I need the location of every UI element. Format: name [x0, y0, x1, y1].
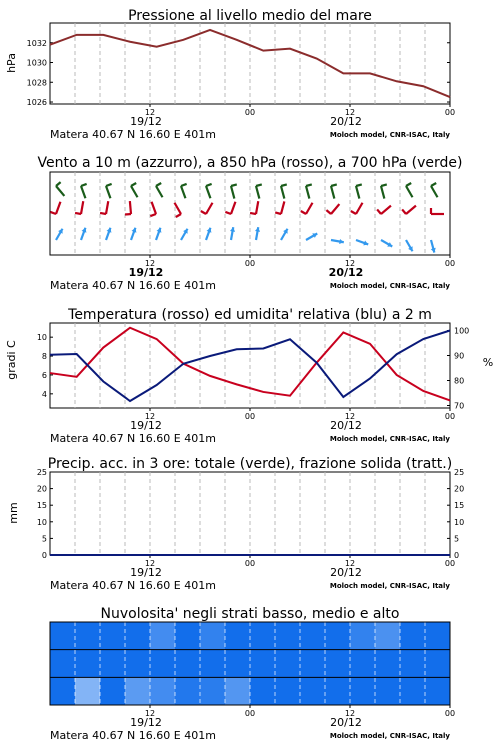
- y-tick-label: 1032: [26, 38, 47, 48]
- y-tick-label-right: 5: [454, 534, 460, 544]
- y-tick-label: 15: [36, 501, 47, 511]
- wind-barb-shaft: [256, 201, 258, 214]
- chart-marks: [27, 23, 470, 742]
- wind-barb-flag: [176, 214, 181, 217]
- date-label: 20/12: [330, 716, 362, 729]
- wind-barb-shaft: [130, 201, 131, 214]
- wind-barb: [331, 184, 337, 198]
- y-tick-label: 5: [41, 534, 47, 544]
- x-tick-label: 12: [144, 412, 156, 421]
- wind-barb-shaft: [106, 201, 108, 214]
- date-label: 19/12: [130, 419, 162, 432]
- cloud-cell: [325, 650, 351, 678]
- cloud-cell: [375, 622, 401, 650]
- wind-barb-shaft: [256, 186, 259, 199]
- wind-barb-flag: [100, 213, 106, 214]
- wind-barb: [326, 204, 339, 214]
- wind-barb: [75, 201, 83, 214]
- cloud-cell: [75, 622, 101, 650]
- wind-barb-shaft: [381, 186, 384, 199]
- y-tick-label: 1030: [26, 58, 47, 68]
- x-tick-label: 00: [244, 709, 256, 718]
- cloud-cell: [200, 677, 226, 705]
- cloud-cell: [125, 650, 151, 678]
- wind-barb: [306, 184, 312, 198]
- cloud-cell: [50, 677, 76, 705]
- x-tick-label: 12: [344, 412, 356, 421]
- wind-barb: [351, 203, 363, 214]
- wind-barb: [231, 184, 237, 198]
- cloud-cell: [225, 677, 251, 705]
- wind-barb-shaft: [56, 202, 60, 214]
- source-label: Moloch model, CNR-ISAC, Italy: [329, 282, 450, 290]
- wind-barb: [100, 201, 108, 214]
- pressure-ylabel: hPa: [5, 53, 18, 73]
- wind-barb: [81, 184, 87, 198]
- wind-barb-shaft: [131, 186, 138, 197]
- x-tick-label: 00: [444, 412, 456, 421]
- location-label: Matera 40.67 N 16.60 E 401m: [50, 128, 216, 141]
- date-label: 20/12: [330, 566, 362, 579]
- cloud-cell: [250, 677, 276, 705]
- cloud-cell: [275, 650, 301, 678]
- wind-barb: [377, 206, 391, 214]
- cloud-cell: [225, 622, 251, 650]
- wind-barb: [131, 228, 136, 240]
- wind-barb-shaft: [231, 202, 235, 214]
- x-tick-label: 12: [344, 259, 356, 268]
- wind-barb-flag: [50, 212, 56, 214]
- cloud-cell: [300, 622, 326, 650]
- cloud-cell: [325, 622, 351, 650]
- wind-barb-shaft: [356, 203, 363, 214]
- cloud-cell: [350, 650, 376, 678]
- wind-barb: [402, 206, 416, 214]
- wind-barb: [56, 182, 64, 196]
- wind-barb-shaft: [406, 186, 413, 197]
- cloud-cell: [100, 677, 126, 705]
- cloud-cell: [375, 650, 401, 678]
- cloud-title: Nuvolosita' negli strati basso, medio e alto: [100, 606, 400, 622]
- cloud-cell: [350, 677, 376, 705]
- wind-barb: [131, 183, 138, 197]
- wind-barb: [406, 240, 413, 251]
- wind-barb: [275, 201, 284, 214]
- wind-title: Vento a 10 m (azzurro), a 850 hPa (rosso), a 700 hPa (verde): [37, 155, 463, 171]
- wind-barb-shaft: [206, 186, 210, 198]
- cloud-cell: [275, 622, 301, 650]
- wind-barb-flag: [156, 183, 161, 186]
- y-tick-label: 10: [36, 333, 47, 343]
- x-tick-label: 00: [444, 559, 456, 568]
- x-tick-label: 12: [144, 259, 156, 268]
- source-label: Moloch model, CNR-ISAC, Italy: [329, 131, 450, 139]
- cloud-cell: [425, 650, 451, 678]
- cloud-cell: [50, 650, 76, 678]
- cloud-cell: [250, 650, 276, 678]
- cloud-cell: [225, 650, 251, 678]
- wind-barb: [50, 202, 60, 214]
- wind-barb-shaft: [306, 186, 309, 199]
- wind-barb-shaft: [331, 186, 334, 199]
- x-tick-label: 00: [244, 412, 256, 421]
- wind-barb-flag: [206, 184, 212, 186]
- wind-barb-flag: [75, 213, 81, 214]
- wind-barb: [306, 233, 317, 240]
- wind-barb-flag: [201, 211, 206, 214]
- wind-barb-flag: [301, 211, 306, 214]
- x-tick-label: 00: [244, 259, 256, 268]
- date-label: 19/12: [130, 716, 162, 729]
- wind-barb-shaft: [431, 186, 438, 197]
- wind-barb: [301, 203, 313, 214]
- precip-ylabel: mm: [7, 502, 20, 524]
- wind-barb: [181, 229, 188, 240]
- wind-barb: [431, 208, 444, 214]
- location-label: Matera 40.67 N 16.60 E 401m: [50, 729, 216, 742]
- y-tick-label: 0: [41, 551, 47, 560]
- cloud-cell: [275, 677, 301, 705]
- y-tick-label-right: 10: [454, 517, 465, 527]
- wind-barb-shaft: [356, 186, 359, 199]
- y-tick-label: 10: [36, 517, 47, 527]
- wind-barb-flag: [56, 182, 61, 186]
- wind-barb: [431, 240, 436, 253]
- wind-barb-flag: [125, 214, 131, 215]
- wind-barb: [106, 228, 111, 240]
- wind-barb-flag: [231, 184, 237, 186]
- location-label: Matera 40.67 N 16.60 E 401m: [50, 432, 216, 445]
- wind-barb-shaft: [281, 201, 284, 214]
- y-tick-label: 25: [36, 468, 47, 477]
- date-label: 19/12: [128, 266, 164, 279]
- x-tick-label: 00: [444, 709, 456, 718]
- date-label: 19/12: [130, 566, 162, 579]
- wind-barb-flag: [281, 184, 287, 186]
- y-tick-label: 8: [41, 352, 47, 362]
- date-label: 19/12: [130, 115, 162, 128]
- x-tick-label: 00: [444, 108, 456, 117]
- wind-barb: [56, 229, 63, 240]
- cloud-cell: [400, 622, 426, 650]
- wind-barb-flag: [150, 214, 156, 216]
- wind-barb-shaft: [81, 186, 85, 198]
- cloud-cell: [150, 622, 176, 650]
- wind-barb: [281, 229, 288, 240]
- wind-barb-flag: [331, 184, 337, 186]
- x-tick-label: 12: [144, 559, 156, 568]
- x-tick-label: 12: [344, 108, 356, 117]
- wind-barb-flag: [402, 209, 406, 214]
- location-label: Matera 40.67 N 16.60 E 401m: [50, 279, 216, 292]
- cloud-cell: [375, 677, 401, 705]
- wind-barb: [125, 201, 131, 214]
- cloud-cell: [400, 677, 426, 705]
- wind-barb: [256, 184, 262, 198]
- wind-barb-shaft: [106, 186, 110, 198]
- wind-barb: [106, 184, 112, 198]
- wind-barb-flag: [377, 209, 381, 214]
- wind-barb: [431, 183, 438, 197]
- wind-barb: [255, 227, 260, 240]
- wind-barb-flag: [306, 184, 312, 186]
- wind-barb: [181, 184, 187, 198]
- wind-barb-flag: [106, 184, 112, 186]
- wind-barb: [81, 228, 86, 240]
- x-tick-label: 12: [144, 108, 156, 117]
- wind-barb-flag: [250, 213, 256, 214]
- wind-barb: [156, 228, 161, 240]
- temp-humidity-title: Temperatura (rosso) ed umidita' relativa (blu) a 2 m: [68, 307, 432, 323]
- wind-barb-flag: [431, 183, 436, 186]
- wind-barb-shaft: [306, 203, 313, 214]
- y-tick-label-right: 90: [454, 351, 465, 361]
- wind-barb: [206, 184, 212, 198]
- y-tick-label-right: 100: [454, 326, 470, 336]
- x-tick-label: 00: [244, 559, 256, 568]
- x-tick-label: 00: [244, 108, 256, 117]
- cloud-cell: [175, 622, 201, 650]
- wind-barb: [281, 184, 287, 198]
- wind-barb-shaft: [81, 201, 83, 214]
- wind-barb-flag: [326, 210, 331, 214]
- cloud-cell: [350, 622, 376, 650]
- date-label: 20/12: [328, 266, 364, 279]
- wind-barb: [156, 183, 163, 197]
- cloud-cell: [100, 650, 126, 678]
- wind-barb: [381, 184, 387, 198]
- wind-barb-shaft: [281, 186, 284, 199]
- cloud-cell: [175, 677, 201, 705]
- cloud-cell: [200, 622, 226, 650]
- cloud-cell: [100, 622, 126, 650]
- y-tick-label-right: 20: [454, 484, 465, 494]
- wind-barb-shaft: [231, 186, 234, 199]
- wind-barb: [406, 183, 413, 197]
- cloud-cell: [75, 650, 101, 678]
- wind-barb: [356, 240, 368, 245]
- y-tick-label: 4: [41, 389, 47, 399]
- wind-barb-shaft: [206, 203, 213, 214]
- temp-ylabel: gradi C: [5, 340, 18, 380]
- wind-barb: [331, 239, 344, 244]
- pressure-title: Pressione al livello medio del mare: [128, 8, 372, 24]
- cloud-cell: [200, 650, 226, 678]
- cloud-cell: [175, 650, 201, 678]
- wind-barb: [201, 203, 213, 214]
- x-tick-label: 12: [344, 559, 356, 568]
- y-tick-label-right: 80: [454, 376, 465, 386]
- y-tick-label-right: 15: [454, 501, 465, 511]
- cloud-cell: [150, 677, 176, 705]
- wind-barb: [250, 201, 258, 214]
- wind-barb-flag: [181, 184, 187, 186]
- humidity-ylabel: %: [482, 356, 494, 369]
- cloud-cell: [300, 650, 326, 678]
- date-label: 20/12: [330, 115, 362, 128]
- wind-barb: [356, 184, 362, 198]
- y-tick-label: 20: [36, 484, 47, 494]
- cloud-cell: [150, 650, 176, 678]
- wind-barb: [230, 227, 235, 240]
- wind-barb: [381, 240, 392, 247]
- location-label: Matera 40.67 N 16.60 E 401m: [50, 579, 216, 592]
- source-label: Moloch model, CNR-ISAC, Italy: [329, 435, 450, 443]
- wind-barb-shaft: [156, 186, 163, 197]
- precip-title: Precip. acc. in 3 ore: totale (verde), frazione solida (tratt.): [47, 456, 453, 472]
- wind-barb: [150, 202, 156, 216]
- cloud-cell: [125, 677, 151, 705]
- cloud-cell: [425, 622, 451, 650]
- y-tick-label: 1026: [26, 98, 47, 108]
- cloud-cell: [50, 622, 76, 650]
- wind-barb-shaft: [152, 202, 156, 214]
- x-tick-label: 00: [444, 259, 456, 268]
- y-tick-label-right: 0: [454, 551, 460, 560]
- wind-barb-shaft: [381, 206, 391, 214]
- wind-barb-flag: [81, 184, 87, 186]
- wind-barb-flag: [351, 211, 356, 214]
- panel-frame: [50, 23, 450, 104]
- wind-barb: [206, 228, 211, 240]
- wind-barb-flag: [131, 183, 136, 186]
- y-tick-label: 6: [41, 370, 47, 380]
- source-label: Moloch model, CNR-ISAC, Italy: [329, 582, 450, 590]
- date-label: 20/12: [330, 419, 362, 432]
- wind-barb-shaft: [56, 186, 64, 196]
- cloud-cell: [300, 677, 326, 705]
- wind-barb-flag: [256, 184, 262, 186]
- cloud-cell: [250, 622, 276, 650]
- wind-barb-flag: [381, 184, 387, 186]
- wind-barb-flag: [356, 184, 362, 186]
- wind-barb-flag: [225, 212, 231, 214]
- wind-barb-shaft: [331, 204, 339, 214]
- cloud-cell: [400, 650, 426, 678]
- wind-barb-flag: [406, 183, 411, 186]
- y-tick-label: 1028: [26, 78, 47, 88]
- x-tick-label: 12: [344, 709, 356, 718]
- cloud-cell: [325, 677, 351, 705]
- x-tick-label: 12: [144, 709, 156, 718]
- cloud-cell: [75, 677, 101, 705]
- y-tick-label-right: 25: [454, 468, 465, 477]
- wind-barb-shaft: [406, 206, 416, 214]
- cloud-cell: [125, 622, 151, 650]
- y-tick-label-right: 70: [454, 401, 465, 411]
- wind-barb-flag: [275, 212, 281, 214]
- cloud-cell: [425, 677, 451, 705]
- wind-barb-shaft: [181, 186, 185, 198]
- wind-barb: [225, 202, 235, 214]
- source-label: Moloch model, CNR-ISAC, Italy: [329, 732, 450, 740]
